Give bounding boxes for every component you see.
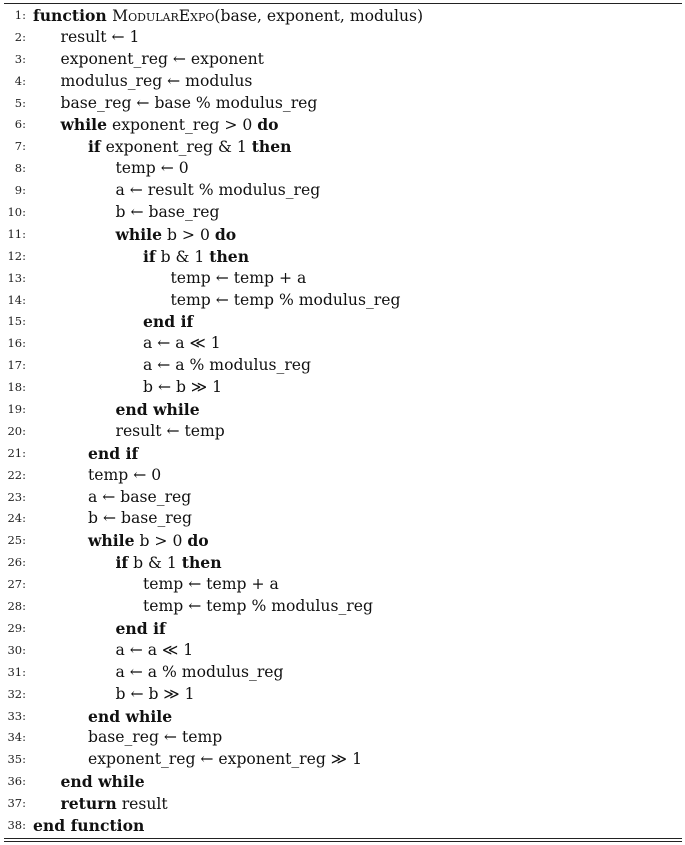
line-code (61, 114, 279, 137)
keyword: function (33, 6, 113, 25)
code-text: a ← base_reg (88, 487, 192, 506)
line-code (143, 377, 222, 399)
line-code (143, 574, 279, 596)
line-number: 15: (7, 314, 26, 329)
code-line (0, 290, 685, 312)
algorithm-lines (0, 5, 685, 837)
line-code (88, 706, 172, 729)
line-number: 34: (7, 730, 26, 745)
code-text: base_reg ← temp (88, 728, 223, 747)
line-number: 17: (7, 358, 26, 373)
code-line (0, 246, 685, 268)
line-code (88, 443, 138, 466)
code-line (0, 377, 685, 399)
code-line (0, 114, 685, 136)
code-line (0, 487, 685, 509)
code-text: exponent_reg ← exponent_reg ≫ 1 (88, 750, 363, 769)
line-code (143, 355, 311, 377)
code-line (0, 640, 685, 662)
code-line (0, 443, 685, 465)
keyword: end while (115, 400, 200, 420)
code-text: b & 1 (128, 554, 182, 573)
line-code (61, 93, 318, 115)
keyword: end while (60, 772, 145, 792)
line-number: 5: (14, 95, 26, 110)
keyword: do (257, 115, 279, 135)
line-code (88, 749, 362, 771)
code-line (0, 662, 685, 684)
code-line (0, 180, 685, 202)
code-line (0, 399, 685, 421)
keyword: end while (88, 706, 173, 726)
code-text: temp ← temp + a (170, 268, 307, 287)
code-line (0, 793, 685, 815)
code-line (0, 268, 685, 290)
line-number: 6: (14, 117, 26, 132)
line-code (88, 487, 191, 509)
line-code (33, 815, 144, 838)
line-code (61, 27, 140, 49)
line-number: 1: (14, 8, 26, 22)
line-number: 27: (7, 577, 26, 592)
keyword: end if (115, 618, 166, 638)
line-code (143, 246, 249, 269)
code-line (0, 421, 685, 443)
line-number: 28: (7, 599, 26, 614)
line-code (61, 771, 145, 794)
line-code (33, 5, 423, 28)
code-text: a ← a % modulus_reg (143, 356, 311, 375)
line-number: 22: (7, 467, 26, 482)
code-line (0, 93, 685, 115)
code-line (0, 27, 685, 49)
keyword: then (181, 553, 222, 573)
code-text: temp ← 0 (88, 465, 162, 484)
code-line (0, 311, 685, 333)
line-code (88, 465, 161, 487)
code-text: base_reg ← base % modulus_reg (60, 93, 318, 112)
code-text: exponent_reg ← exponent (60, 49, 264, 68)
line-number: 35: (7, 752, 26, 767)
top-rule (4, 3, 682, 4)
code-text: a ← a ≪ 1 (143, 334, 221, 353)
code-text: result (116, 795, 168, 814)
line-number: 21: (7, 445, 26, 460)
code-text: b > 0 (162, 225, 215, 244)
code-line (0, 333, 685, 355)
line-number: 37: (7, 796, 26, 811)
code-line (0, 815, 685, 837)
code-line (0, 71, 685, 93)
code-text: b & 1 (155, 247, 210, 266)
code-text: a ← a % modulus_reg (115, 662, 284, 681)
code-text: modulus_reg ← modulus (60, 71, 253, 90)
code-line (0, 727, 685, 749)
line-code (143, 333, 221, 355)
keyword: then (209, 246, 250, 266)
code-line (0, 49, 685, 71)
line-code (88, 530, 209, 553)
line-number: 8: (14, 161, 26, 176)
line-number: 16: (7, 336, 26, 351)
line-number: 33: (7, 708, 26, 723)
line-number: 32: (7, 686, 26, 701)
keyword: if (115, 553, 129, 573)
line-code (171, 290, 401, 312)
code-text: b ← b ≫ 1 (143, 378, 223, 397)
line-number: 19: (7, 402, 26, 417)
line-code (116, 202, 220, 224)
keyword: while (115, 224, 163, 244)
line-code (143, 596, 373, 618)
line-code (116, 180, 321, 202)
line-number: 18: (7, 380, 26, 395)
code-text: exponent_reg & 1 (100, 138, 252, 157)
line-code (116, 552, 222, 575)
line-number: 31: (7, 664, 26, 679)
code-text: (base, exponent, modulus) (214, 7, 424, 25)
keyword: while (88, 531, 135, 551)
code-text: b ← b ≫ 1 (115, 684, 195, 703)
line-code (116, 684, 195, 706)
code-line (0, 596, 685, 618)
keyword: while (60, 115, 108, 135)
line-code (171, 268, 307, 290)
line-code (88, 727, 222, 749)
code-text: temp ← temp % modulus_reg (170, 290, 401, 309)
line-code (61, 71, 253, 93)
line-code (116, 421, 225, 443)
keyword: do (214, 224, 237, 244)
code-line (0, 552, 685, 574)
line-code (116, 158, 189, 180)
code-line (0, 136, 685, 158)
line-code (116, 662, 284, 684)
keyword: do (187, 531, 209, 551)
code-line (0, 749, 685, 771)
line-number: 12: (7, 248, 26, 263)
code-line (0, 706, 685, 728)
line-code (88, 508, 192, 530)
line-number: 30: (7, 642, 26, 657)
line-number: 4: (14, 73, 26, 88)
code-text: a ← result % modulus_reg (115, 181, 321, 200)
code-text: exponent_reg > 0 (107, 116, 258, 135)
line-code (61, 49, 264, 71)
code-line (0, 158, 685, 180)
code-line (0, 508, 685, 530)
line-code (88, 136, 292, 159)
code-text: temp ← 0 (115, 159, 189, 178)
code-line (0, 224, 685, 246)
code-text: a ← a ≪ 1 (115, 640, 194, 659)
code-text: b > 0 (134, 532, 188, 551)
line-number: 26: (7, 555, 26, 570)
code-line (0, 5, 685, 27)
code-line (0, 771, 685, 793)
keyword: if (143, 246, 156, 266)
line-number: 10: (7, 205, 26, 220)
code-text: b ← base_reg (115, 203, 220, 222)
code-line (0, 684, 685, 706)
code-text: result ← temp (115, 421, 225, 440)
line-number: 9: (14, 183, 26, 198)
keyword: end if (143, 312, 194, 332)
line-code (116, 224, 237, 247)
code-line (0, 530, 685, 552)
code-line (0, 574, 685, 596)
line-number: 13: (7, 270, 26, 285)
line-number: 23: (7, 489, 26, 504)
code-line (0, 618, 685, 640)
line-number: 25: (7, 533, 26, 548)
line-code (61, 793, 168, 816)
line-number: 20: (7, 423, 26, 438)
code-text: b ← base_reg (88, 509, 192, 528)
line-number: 24: (7, 511, 26, 526)
code-text: result ← 1 (60, 27, 140, 46)
keyword: end function (33, 815, 145, 835)
code-text: temp ← temp + a (143, 575, 279, 594)
bottom-rule-double (4, 841, 682, 842)
code-text: ModularExpo (112, 7, 215, 25)
line-code (143, 311, 193, 334)
line-code (116, 640, 194, 662)
keyword: return (60, 794, 117, 814)
keyword: then (251, 137, 292, 157)
keyword: if (88, 137, 101, 157)
line-code (116, 618, 166, 641)
code-line (0, 202, 685, 224)
line-code (116, 399, 200, 422)
bottom-rule (4, 838, 682, 839)
line-number: 3: (14, 51, 26, 66)
code-text: temp ← temp % modulus_reg (143, 597, 373, 616)
line-number: 2: (14, 29, 26, 44)
code-line (0, 355, 685, 377)
line-number: 29: (7, 620, 26, 635)
line-number: 11: (7, 226, 26, 241)
keyword: end if (88, 443, 139, 463)
line-number: 38: (7, 817, 26, 832)
code-line (0, 465, 685, 487)
line-number: 36: (7, 774, 26, 789)
line-number: 7: (14, 139, 26, 154)
line-number: 14: (7, 292, 26, 307)
